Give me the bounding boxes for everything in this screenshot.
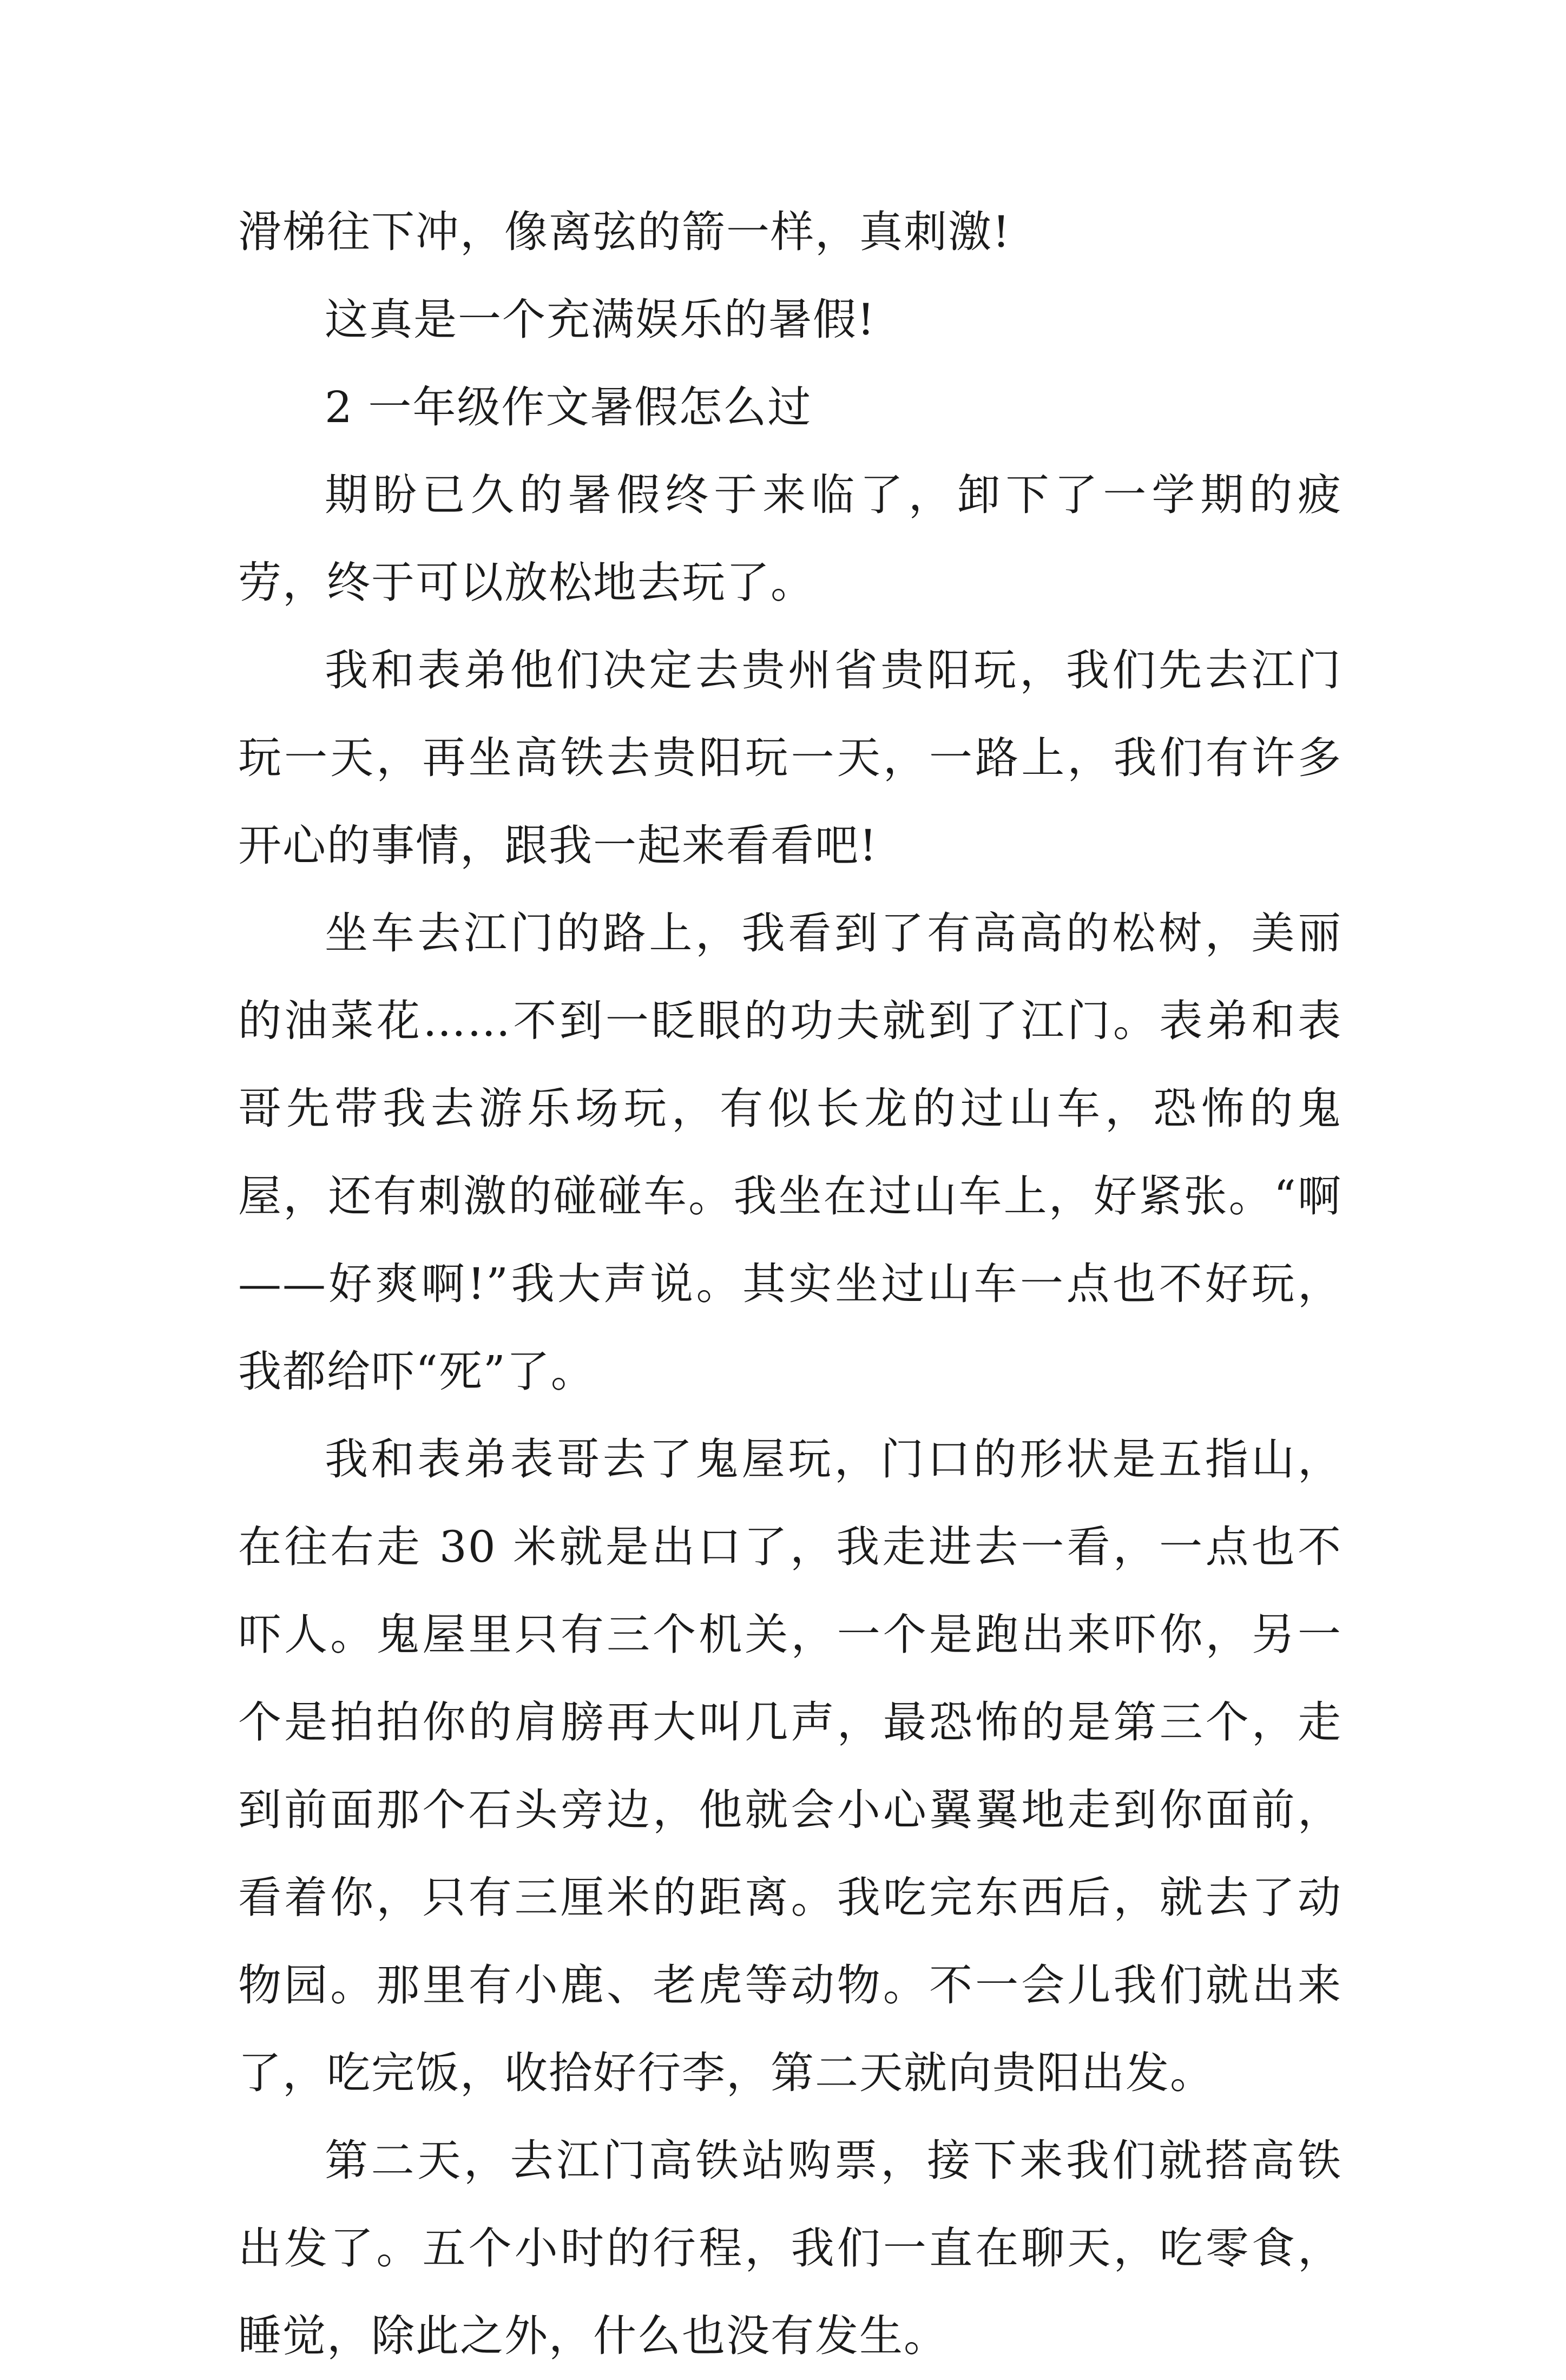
paragraph-6: 我和表弟表哥去了鬼屋玩，门口的形状是五指山，在往右走 30 米就是出口了，我走进去一看，一点也不吓人。鬼屋里只有三个机关，一个是跑出来吓你，另一个是拍拍你的肩膀再大叫几声，最恐怖的是第三个，走到前面那个石头旁边，他就会小心翼翼地走到你面前，看着你，只有三厘米的距离。我吃完东西后，就去了动物园。那里有小鹿、老虎等动物。不一会儿我们就出来了，吃完饭，收拾好行李，第二天就向贵阳出发。 bbox=[238, 1434, 1342, 2098]
section-heading: 2 一年级作文暑假怎么过 bbox=[325, 382, 812, 432]
paragraph-1: 滑梯往下冲，像离弦的箭一样，真刺激! bbox=[238, 207, 1011, 257]
paragraph-2: 这真是一个充满娱乐的暑假! bbox=[325, 294, 876, 345]
paragraph-4: 我和表弟他们决定去贵州省贵阳玩，我们先去江门玩一天，再坐高铁去贵阳玩一天，一路上，我们有许多开心的事情，跟我一起来看看吧! bbox=[238, 645, 1342, 871]
paragraph-7: 第二天，去江门高铁站购票，接下来我们就搭高铁出发了。五个小时的行程，我们一直在聊天，吃零食，睡觉，除此之外，什么也没有发生。 bbox=[238, 2135, 1342, 2361]
paragraph-3: 期盼已久的暑假终于来临了，卸下了一学期的疲劳，终于可以放松地去玩了。 bbox=[238, 470, 1342, 608]
paragraph-5: 坐车去江门的路上，我看到了有高高的松树，美丽的油菜花……不到一眨眼的功夫就到了江门。表弟和表哥先带我去游乐场玩，有似长龙的过山车，恐怖的鬼屋，还有刺激的碰碰车。我坐在过山车上，好紧张。“啊——好爽啊!”我大声说。其实坐过山车一点也不好玩，我都给吓“死”了。 bbox=[238, 908, 1342, 1397]
document-body bbox=[238, 188, 1342, 2380]
